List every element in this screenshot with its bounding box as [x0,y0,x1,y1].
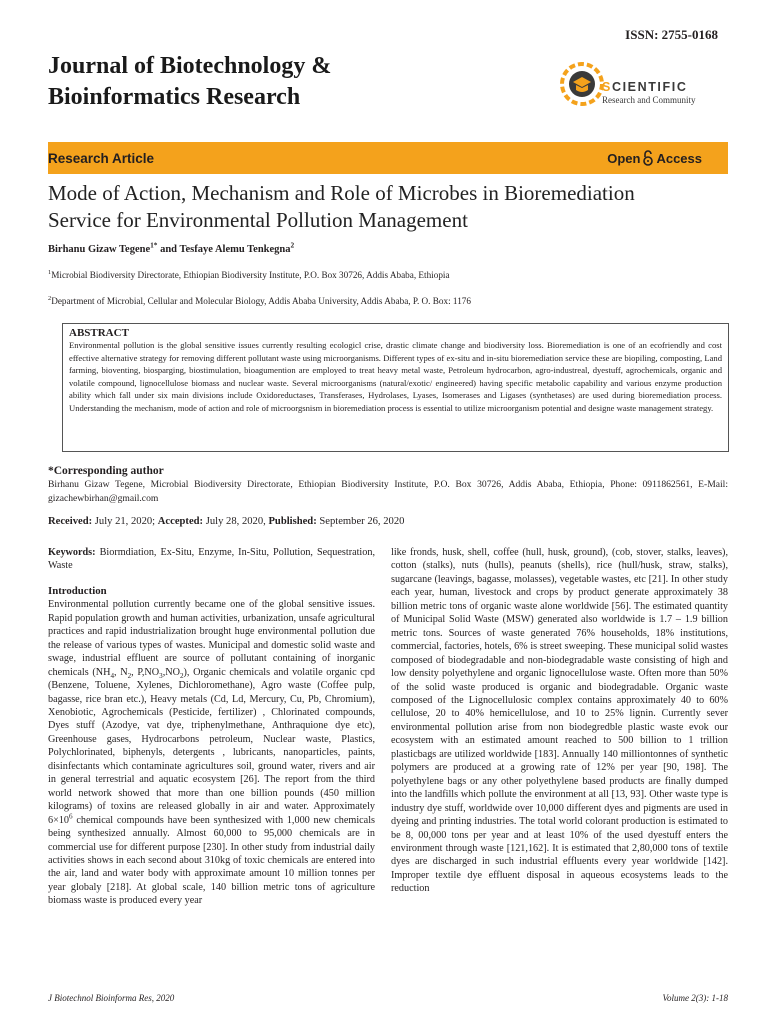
journal-title-line2: Bioinformatics Research [48,84,301,110]
open-access-label: Open Access [607,150,702,166]
logo-brand: SCIENTIFIC [602,80,688,94]
corresponding-text: Birhanu Gizaw Tegene, Microbial Biodiversity Directorate, Ethiopian Biodiversity Institute, P.O. Box 30726, Addis Ababa, Ethiopia, Phone: 0911862561, E-Mail: gizachewbirhan@gmail.com [48,479,728,504]
right-column-text: like fronds, husk, shell, coffee (hull, husk, ground), (cob, stover, stalks, leaves), cotton (stalks), nuts (hulls), peanuts (shells), rice (hull/husk, straw, stalks), sugarcane (leavings, bagasse, molasses), vegetable wastes, etc [21]. In other study each year, human, livestock and crops by product generate approximately 38 billion metric tons of organic waste alone worldwide [56]. The estimated quantity of Municipal Solid Waste (MSW) generated also worldwide is 1.7 – 1.9 billion metric tons. Sources of waste generated 76% households, 18% institutions, commercial, factories, hotels, 6% is street sweeping. These municipal solid wastes composed of biodegradable and non-biodegradable waste consisting of high and low density polyethylene and organic lignocellulose waste. Often more than 50% of the solid waste produced is organic and biodegradable. Organic waste composed of the Lignocellulosic complex contains approximately 40 to 60% cellulose, 20 to 40% hemicellulose, and 10 to 25% lignin. Currently sever environmental pollution arise from non biodegredble plastic waste evok our ecosystem with an estimated amount reached to 500 billion to 1 trillion plasticbags are utilized worldwide [183]. Annually 140 milliontonnes of synthetic polymers are produced at a growing rate of 12% per year [90, 198]. The polyethylene bags or any other polyethylene based products are finally dumped into the landfills which pollute the environment at all [13, 93]. Other waste type is industry dye stuff, worldwide over 10,000 different dyes and pigments are used in dyeing and printing industries. The total world colorant production is estimated to be 8, 00,000 tons per year and at least 10% of the used dyestuff enters the environment through waste [121,162]. It is estimated that 2,80,000 tons of textile dyes are discharged in such industrial effluents every year worldwide [142]. Improper textile dye effluent disposal in aqueous ecosystems leads to the reduction [391,547,728,895]
article-type: Research Article [48,151,155,166]
authors: Birhanu Gizaw Tegene$^{1*}$ and Tesfaye Alemu Tenkegna$^2$ [48,240,295,255]
abstract-box [62,323,729,452]
affiliation-1: $^1$Microbial Biodiversity Directorate, Ethiopian Biodiversity Institute, P.O. Box 30726, Addis Ababa, Ethiopia [48,268,450,280]
issn: ISSN: 2755-0168 [625,27,718,42]
logo-subtitle: Research and Community [602,95,696,105]
article-title-line1: Mode of Action, Mechanism and Role of Microbes in Bioremediation [48,181,635,205]
affiliation-2: $^2$Department of Microbial, Cellular and Molecular Biology, Addis Ababa University, Addis Ababa, P. O. Box: 1176 [48,294,471,306]
introduction-text: Environmental pollution currently became one of the global sensitive issues. Rapid population growth and human activities, urbanization, unsafe agricultural practices and rapid industrialization brought huge environmental pollution due the release of various types of wastes. Municipal and domestic solid waste and swage, industrial effluent are source of pollutant containing of inorganic chemicals ($NH_4$, $N_2$, $P,NO_3,NO_2$), Organic chemicals and volatile organic cpd (Benzene, Toluene, Xylenes, Dichloromethane), Agro waste (Coffee pulp, bagasse, rice bran etc.), Heavy metals (Cd, Ld, Mercury, Cu, Pb, Chromium), Xenobiotic, Agrochemicals (Pesticide, fertilizer) , Chlorinated compounds, Dyes stuff (Azodye, vat dye, triphenylmethane, Anthraquione dye etc), Greenhouse gases, Hydrocarbons petroleum, Nuclear waste, Plastics, Polychlorinated, biphenyls, detergents , lubricants, nanoparticles, paints, disinfectants which contaminate agricultures soil, ground water, rivers and air in general terrestrial and aquatic ecosystem [26]. The report from the third world network showed that more than one billion pounds (450 million kilograms) of toxins are released globally in air and water. Approximately $6\times 10^6$ chemical compounds have been synthesized with 1,000 new chemicals being synthesized annually. Almost 60,000 to 95,000 chemicals are in commercial use for different purpose [230]. In other study from industrial daily activities shows in each second about 310kg of toxic chemicals are entered into the air, land and water body with approximate amount 10 million tonnes per year globaly [218]. At global scale, 140 billion metric tons of agriculture biomass waste is produced every year [48,599,375,907]
scientific-logo-icon [558,60,606,108]
corresponding-author [48,465,728,505]
article-title [48,180,738,234]
article-type-band [48,142,728,174]
page-footer [48,993,728,1003]
corresponding-heading: *Corresponding author [48,465,164,477]
right-column [391,546,728,896]
journal-title-line1: Journal of Biotechnology & [48,53,332,79]
footer-volume: Volume 2(3): 1-18 [662,993,728,1003]
article-title-line2: Service for Environmental Pollution Management [48,208,468,232]
keywords: Keywords: Biormdiation, Ex-Situ, Enzyme, In-Situ, Pollution, Sequestration, Waste [48,547,375,572]
journal-title [48,51,331,113]
open-lock-icon [642,150,654,166]
left-column [48,546,375,908]
publisher-logo [558,60,728,112]
abstract-heading: ABSTRACT [69,327,129,339]
article-dates: Received: July 21, 2020; Accepted: July 28, 2020, Published: September 26, 2020 [48,516,405,527]
footer-citation: J Biotechnol Bioinforma Res, 2020 [48,993,175,1003]
abstract-text: Environmental pollution is the global sensitive issues currently resulting ecologicl crise, drastic climate change and biodiversity loss. Bioremediation is one of an ecofriendly and cost effective alternative strategy for removing different pollutant waste using microorganisms. Different types of ex-situ and in-situ bioremediation service these are biopiling, composting, Land farming, bioventing, biosparging, biostimulation, bioagumention are employed to treat heavy metal waste, Petroleum hydrocarbon, agro-industreal, dyestuff, agrochemicals, organic and volatile compound, lignocellulose biomass and nuclear waste. Several microorganisms (natural/exotic/ engineered) having specific metabolic capability and various enzyme production ability which fall under six main divisions include Oxidoreductases, Transferases, Hydrolases, Lyases, Isomerases and Ligases (synthetases) are used during bioremediation process. Understanding the mechanism, mode of action and role of microorgsnism in bioremediation process is essential to utilize microorganism potential and designe waste management strategy. [69,340,722,413]
introduction-heading: Introduction [48,584,107,597]
